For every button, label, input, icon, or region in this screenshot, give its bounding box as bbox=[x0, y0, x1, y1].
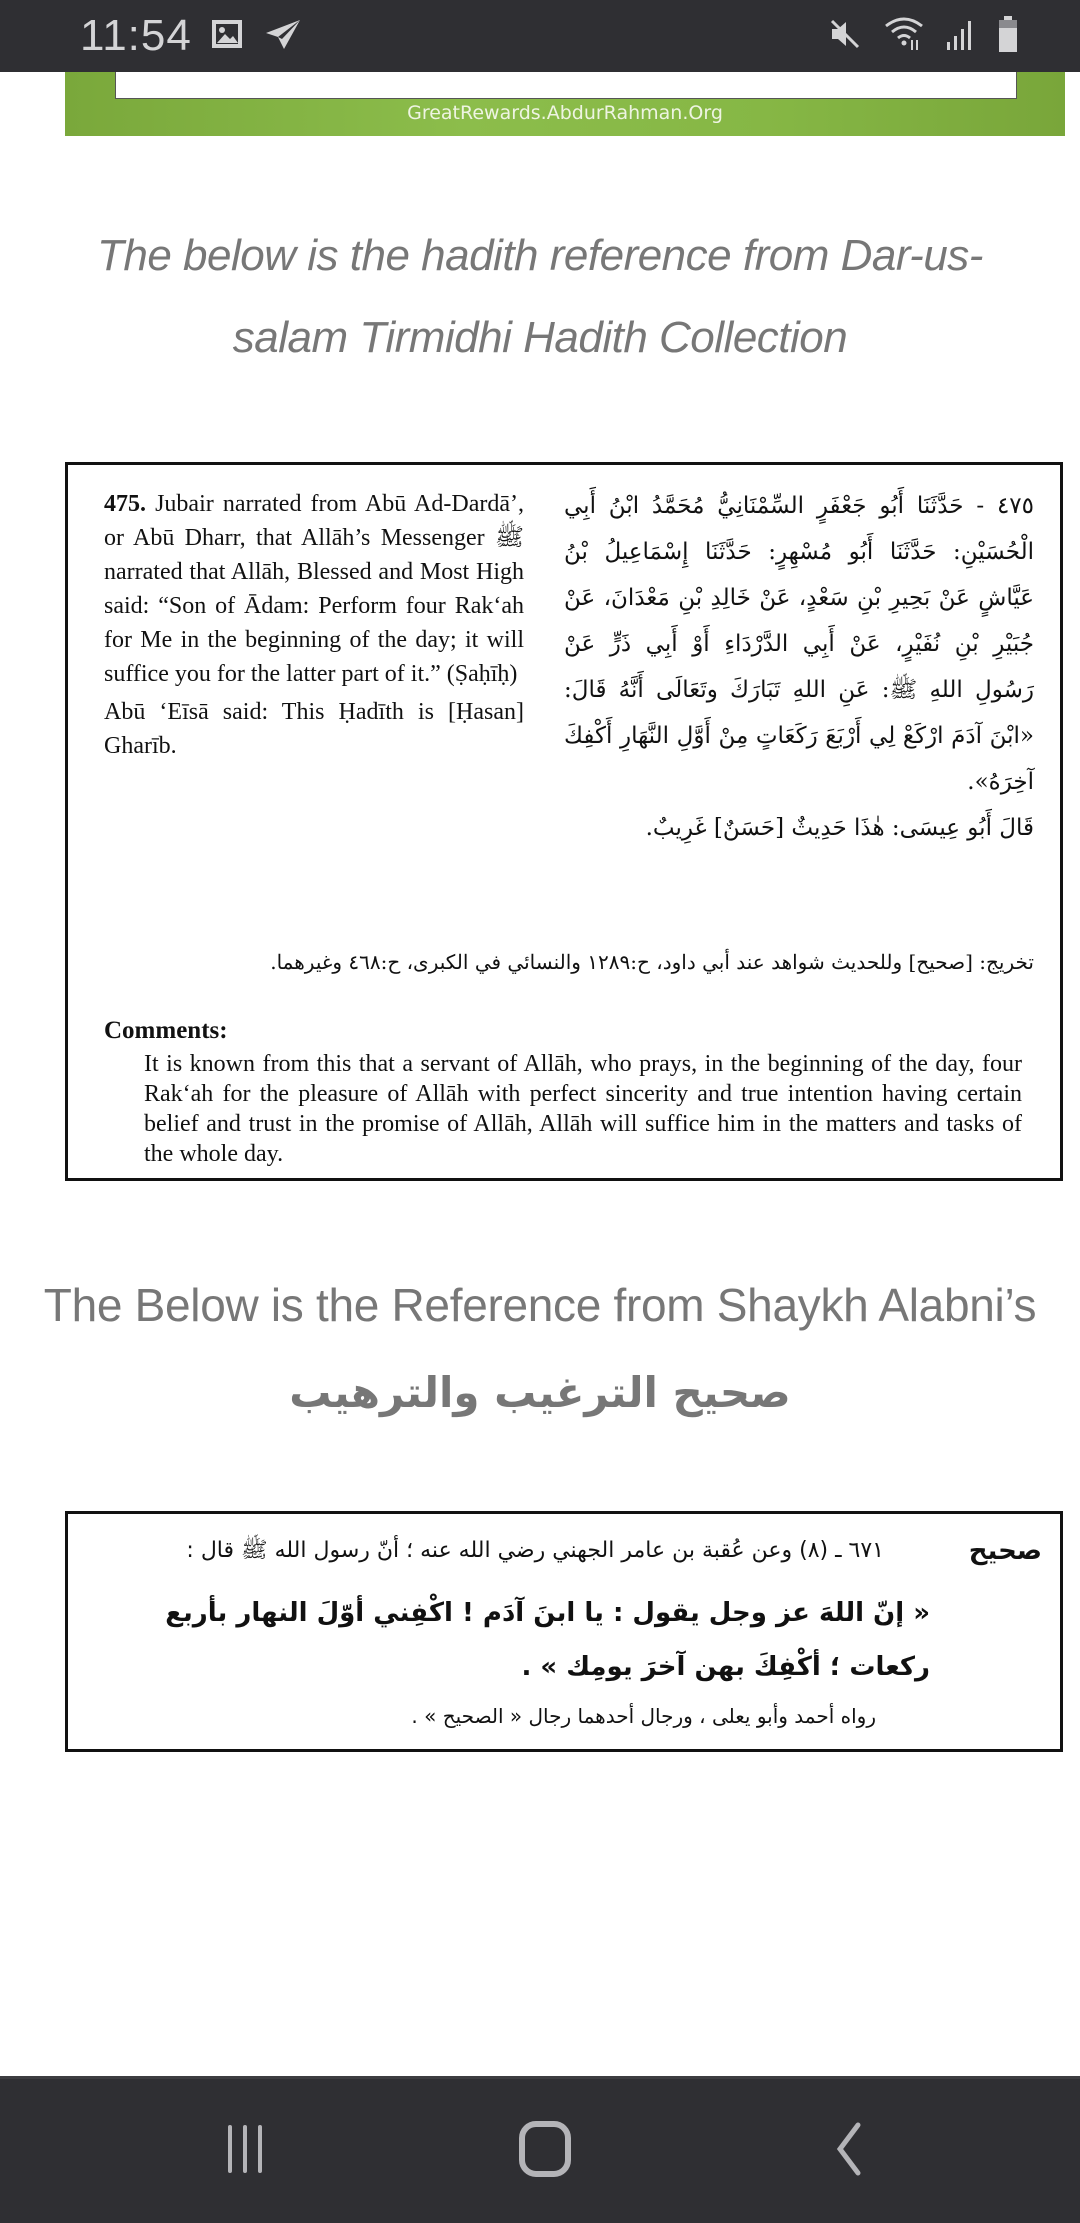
albani-hadith-scan bbox=[65, 1511, 1063, 1752]
mute-icon bbox=[828, 17, 862, 56]
hadith-source: رواه أحمد وأبو يعلى ، ورجال أحدهما رجال « الصحيح » . bbox=[411, 1704, 876, 1728]
hadith-grade: صحيح bbox=[968, 1536, 1042, 1566]
arabic-hadith-text bbox=[564, 483, 1034, 851]
hadith-chain-line: ٦٧١ ـ (٨) وعن عُقبة بن عامر الجهني رضي الله عنه ؛ أنّ رسول الله ﷺ قال : bbox=[186, 1538, 884, 1563]
hadith-arabic-body: ٤٧٥ - حَدَّثَنَا أَبُو جَعْفَرٍ السِّمْنَانِيُّ مُحَمَّدُ ابْنُ أَبِي الْحُسَيْنِ: حَدَّثَنَا أَبُو مُسْهِرٍ: حَدَّثَنَا إِسْمَاعِيلُ بْنُ عَيَّاشٍ عَنْ بَحِيرِ بْنِ سَعْدٍ، عَنْ خَالِدِ بْنِ مَعْدَانَ، عَنْ جُبَيْرِ بْنِ نُفَيْرٍ، عَنْ أَبِي الدَّرْدَاءِ أَوْ أَبِي ذَرٍّ عَنْ رَسُولِ اللهِ ﷺ: عَنِ اللهِ تَبَارَكَ وتَعَالَى أَنَّهُ قَالَ: «ابْنَ آدَمَ ارْكَعْ لِي أَرْبَعَ رَكَعَاتٍ مِنْ أَوَّلِ النَّهَارِ أَكْفِكَ آخِرَهُ». bbox=[564, 493, 1034, 795]
home-button[interactable] bbox=[505, 2121, 585, 2181]
signal-icon bbox=[946, 18, 976, 55]
hadith-english-body: Jubair narrated from Abū Ad-Dardā’, or Abū Dharr, that Allāh’s Messenger ﷺ narrated that Allāh, Blessed and Most High said: “Son of Ādam: Perform four Rak‘ah for Me in the beginning of the day; it will suffice you for the latter part of it.” (Ṣaḥīḥ) bbox=[104, 491, 524, 687]
image-icon bbox=[210, 17, 244, 56]
albani-book-title: صحيح الترغيب والترهيب bbox=[289, 1368, 791, 1417]
home-icon bbox=[517, 2120, 573, 2183]
navigation-bar bbox=[0, 2076, 1080, 2223]
comments-title: Comments: bbox=[104, 1017, 228, 1044]
back-button[interactable] bbox=[808, 2121, 888, 2181]
tirmidhi-reference-heading: The below is the hadith reference from Dar-us-salam Tirmidhi Hadith Collection bbox=[97, 231, 983, 362]
telegram-icon bbox=[264, 17, 302, 56]
hadith-number: 475. bbox=[104, 491, 146, 517]
banner-site-url[interactable]: GreatRewards.AbdurRahman.Org bbox=[407, 102, 723, 124]
recent-apps-icon bbox=[220, 2121, 270, 2182]
comments-body: It is known from this that a servant of Allāh, who prays, in the beginning of the day, four Rak‘ah for the pleasure of Allāh with perfect sincerity and true intention having certain belief and trust in the promise of Allāh, Allāh will suffice him in the matters and tasks of the whole day. bbox=[144, 1051, 1022, 1167]
tirmidhi-hadith-scan bbox=[65, 462, 1063, 1181]
recent-apps-button[interactable] bbox=[205, 2121, 285, 2181]
banner-image-bottom bbox=[115, 72, 1017, 99]
takhrij-text: تخريج: [صحيح] وللحديث شواهد عند أبي داود، ح:١٢٨٩ والنسائي في الكبرى، ح:٤٦٨ وغيرهما. bbox=[270, 950, 1034, 974]
english-grading: Abū ‘Eīsā said: This Ḥadīth is [Ḥasan] Gharīb. bbox=[104, 699, 524, 759]
status-bar bbox=[0, 0, 1080, 72]
arabic-grading: قَالَ أَبُو عِيسَى: هٰذَا حَدِيثٌ [حَسَنٌ] غَرِيبٌ. bbox=[645, 815, 1034, 841]
site-banner bbox=[65, 72, 1065, 136]
status-time: 11:54 bbox=[80, 11, 192, 60]
hadith-quote: « إنّ اللهَ عز وجل يقول : يا ابنَ آدَم ! اكْفِني أوّلَ النهار بأربع ركعات ؛ أكْفِكَ بهن آخرَ يومِك » . bbox=[165, 1598, 930, 1682]
wifi-icon bbox=[884, 16, 924, 57]
back-icon bbox=[828, 2121, 868, 2182]
english-hadith-text bbox=[104, 487, 524, 763]
albani-reference-heading bbox=[40, 1262, 1040, 1436]
albani-heading-text: The Below is the Reference from Shaykh Alabni’s bbox=[43, 1279, 1037, 1331]
battery-icon bbox=[998, 16, 1018, 57]
